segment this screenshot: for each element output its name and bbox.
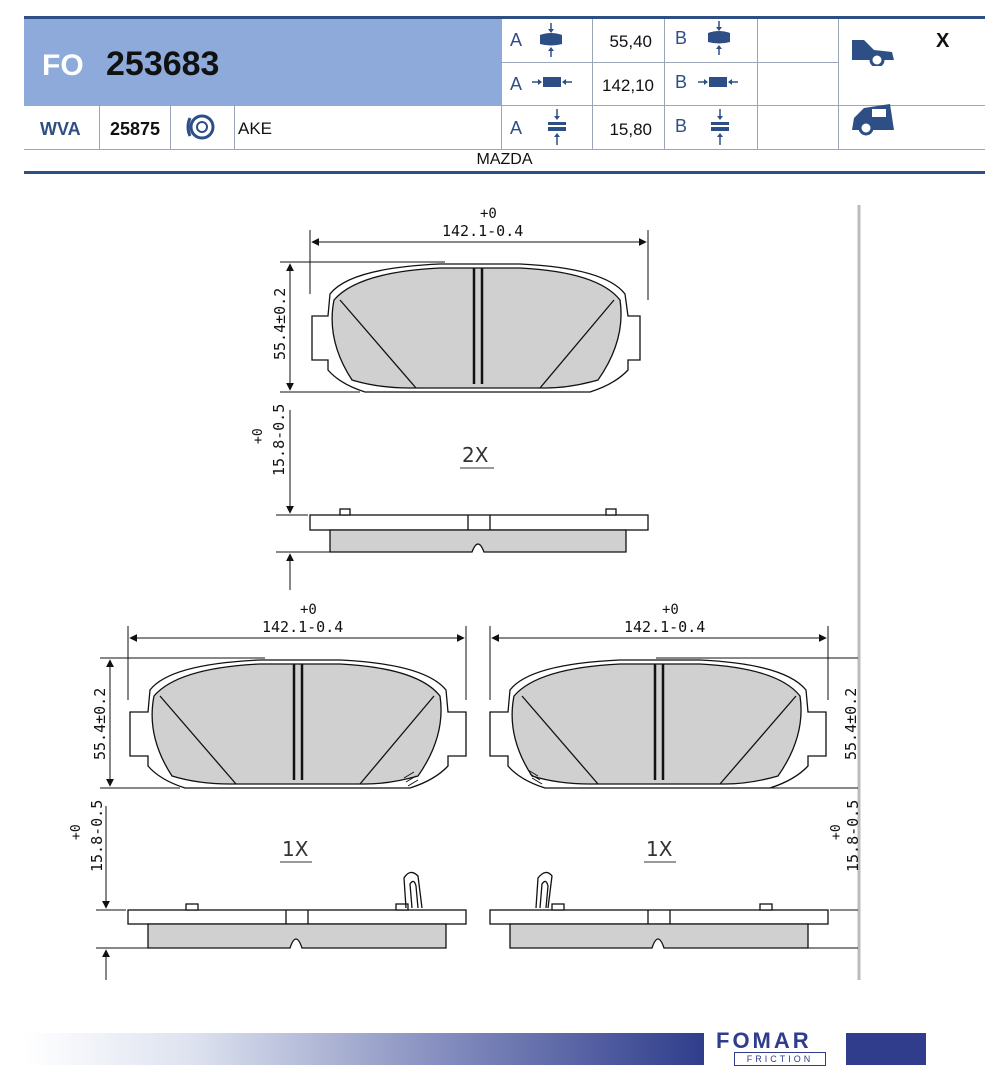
footer-gradient-bar (24, 1033, 704, 1065)
height-icon (704, 20, 734, 56)
wva-label: WVA (40, 119, 81, 139)
dim-b-label: B (675, 72, 688, 92)
height-icon (536, 22, 566, 58)
part-prefix: FO (42, 49, 84, 82)
pad-front-view-right (490, 660, 826, 788)
right-height-dimension: 55.4±0.2 (842, 687, 860, 760)
brake-pad-drawing (0, 195, 1000, 995)
left-thick-dimension: 15.8-0.5 (88, 799, 106, 872)
car-rear-axle-icon (850, 96, 896, 136)
quantity-left: 1X (282, 837, 309, 861)
dim-b-label: B (675, 28, 688, 48)
width-icon (697, 72, 739, 92)
front-axle-mark: X (936, 30, 950, 52)
car-front-axle-icon (850, 26, 896, 66)
brand-logo (712, 1028, 842, 1072)
left-width-dimension: 142.1-0.4 (262, 618, 344, 636)
right-width-dimension: 142.1-0.4 (624, 618, 706, 636)
part-number: 253683 (106, 45, 220, 83)
right-width-tolerance: +0 (662, 602, 679, 618)
dim-a-label: A (510, 74, 523, 94)
vehicle-make: MAZDA (476, 151, 533, 168)
quantity-top: 2X (462, 443, 489, 467)
dim-a-label: A (510, 30, 523, 50)
dim-thickness-value: 15,80 (609, 120, 652, 139)
quantity-right: 1X (646, 837, 673, 861)
right-thick-tolerance: +0 (829, 824, 844, 840)
right-thick-dimension: 15.8-0.5 (844, 799, 862, 872)
width-icon (531, 72, 573, 92)
dim-b-label: B (675, 116, 688, 136)
part-number-banner (24, 19, 501, 105)
top-height-dimension: 55.4±0.2 (271, 287, 289, 360)
header-bottom-rule (24, 171, 985, 174)
left-width-tolerance: +0 (300, 602, 317, 618)
top-thick-tolerance: +0 (251, 428, 266, 444)
pad-front-view-top (312, 264, 640, 392)
brake-disc-icon (184, 112, 218, 142)
wva-number: 25875 (110, 119, 161, 139)
dim-height-value: 55,40 (609, 32, 652, 51)
brand-name: FOMAR (716, 1028, 812, 1053)
top-width-dimension: 142.1-0.4 (442, 222, 524, 240)
pad-side-view-right (490, 872, 828, 948)
brake-system: AKE (238, 119, 273, 138)
footer-bar-end (846, 1033, 926, 1065)
pad-front-view-left (130, 660, 466, 788)
thickness-icon (546, 108, 568, 146)
left-height-dimension: 55.4±0.2 (91, 687, 109, 760)
pad-side-view-left (128, 872, 466, 948)
left-thick-tolerance: +0 (69, 824, 84, 840)
top-width-tolerance: +0 (480, 206, 497, 222)
dim-width-value: 142,10 (602, 76, 654, 95)
top-thick-dimension: 15.8-0.5 (270, 403, 288, 476)
dim-a-label: A (510, 118, 523, 138)
pad-side-view-top (310, 509, 648, 552)
brand-sub: FRICTION (734, 1052, 826, 1066)
thickness-icon (709, 108, 731, 146)
product-header (24, 16, 985, 174)
